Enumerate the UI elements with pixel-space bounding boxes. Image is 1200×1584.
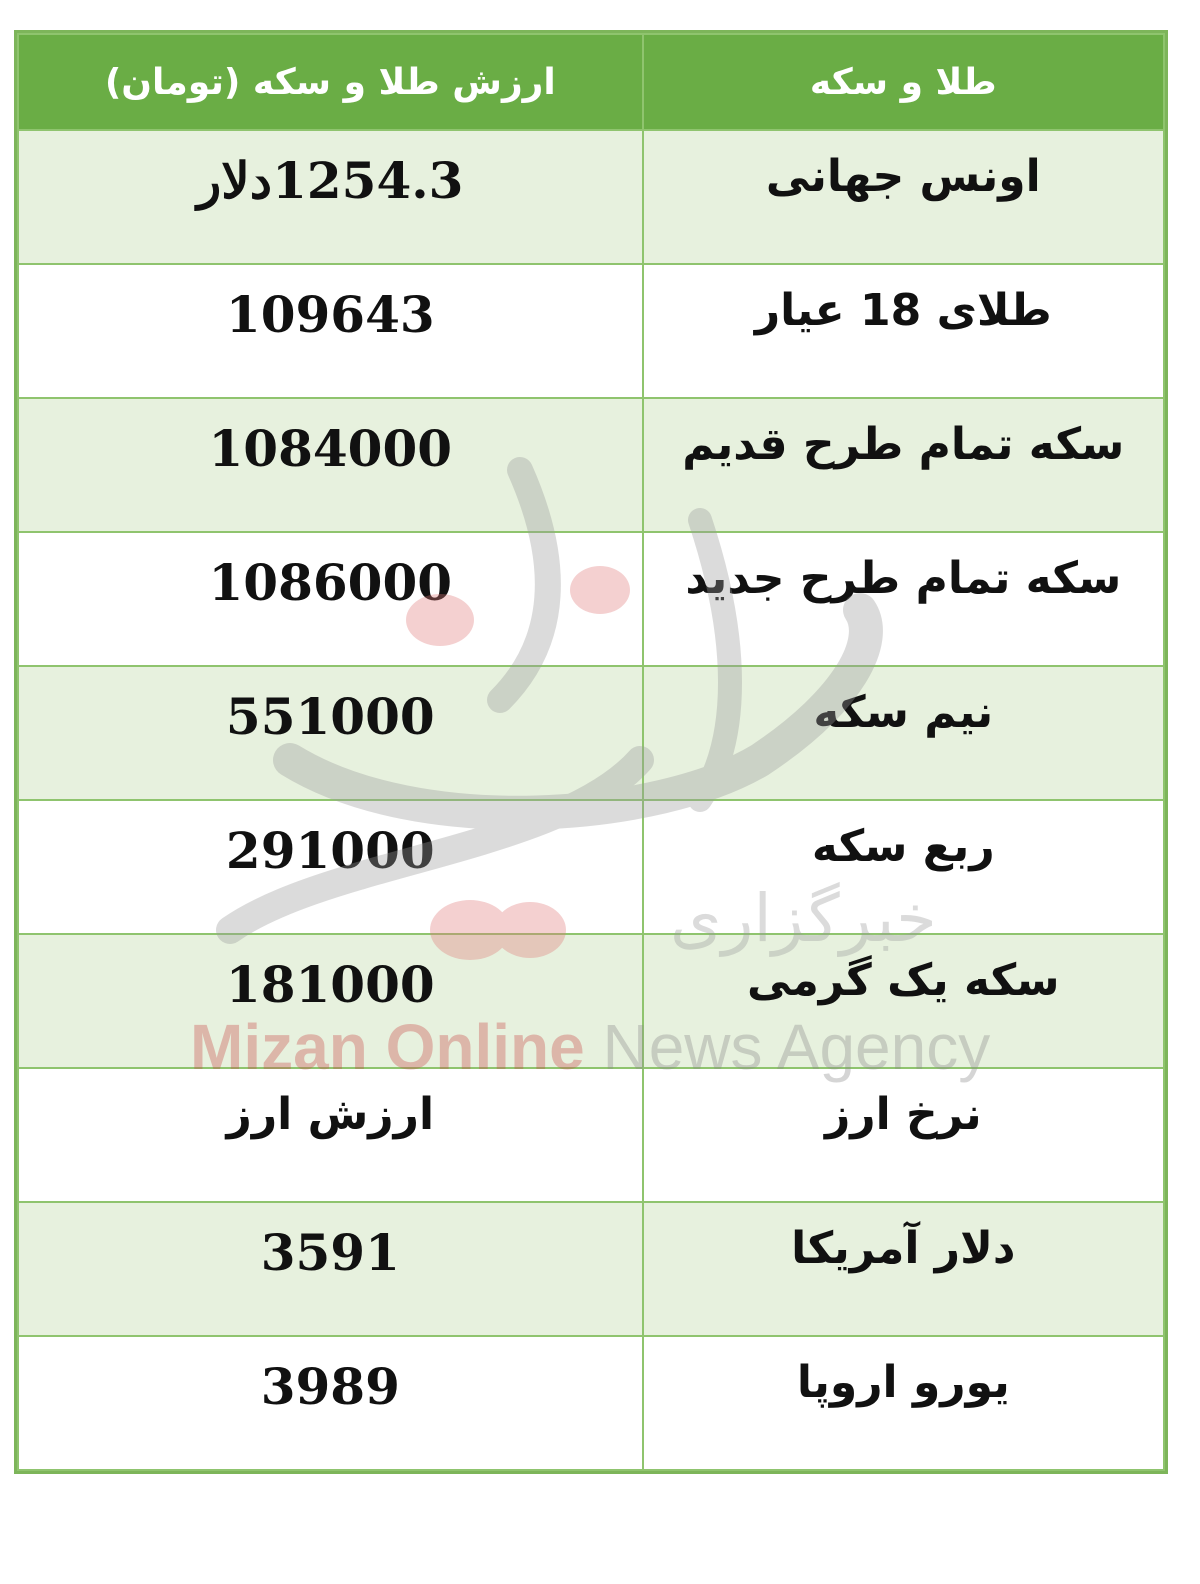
row-name: سکه تمام طرح قدیم bbox=[643, 398, 1164, 532]
row-value: ارزش ارز bbox=[18, 1068, 643, 1202]
row-value: 3591 bbox=[18, 1202, 643, 1336]
table-row bbox=[18, 532, 1164, 666]
row-value: 551000 bbox=[18, 666, 643, 800]
header-name: طلا و سکه bbox=[643, 34, 1164, 130]
gold-coin-price-table bbox=[17, 33, 1165, 1471]
price-table-container bbox=[14, 30, 1168, 1474]
row-name: دلار آمریکا bbox=[643, 1202, 1164, 1336]
table-row bbox=[18, 1068, 1164, 1202]
row-name: یورو اروپا bbox=[643, 1336, 1164, 1470]
row-value: 1086000 bbox=[18, 532, 643, 666]
row-value: 1254.3دلار bbox=[18, 130, 643, 264]
row-name: اونس جهانی bbox=[643, 130, 1164, 264]
table-row bbox=[18, 264, 1164, 398]
row-value: 291000 bbox=[18, 800, 643, 934]
table-row bbox=[18, 1336, 1164, 1470]
table-row bbox=[18, 934, 1164, 1068]
watermark-agency: News Agency bbox=[584, 1011, 991, 1083]
table-row bbox=[18, 130, 1164, 264]
row-value: 181000 bbox=[18, 934, 643, 1068]
row-name: نرخ ارز bbox=[643, 1068, 1164, 1202]
watermark-brand: Mizan Online bbox=[190, 1011, 585, 1083]
table-row bbox=[18, 398, 1164, 532]
row-name: سکه یک گرمی bbox=[643, 934, 1164, 1068]
watermark-persian-label: خبرگزاری bbox=[670, 880, 937, 957]
header-value: ارزش طلا و سکه (تومان) bbox=[18, 34, 643, 130]
row-value: 3989 bbox=[18, 1336, 643, 1470]
row-name: سکه تمام طرح جدید bbox=[643, 532, 1164, 666]
row-value: 1084000 bbox=[18, 398, 643, 532]
row-name: نیم سکه bbox=[643, 666, 1164, 800]
row-name: طلای 18 عیار bbox=[643, 264, 1164, 398]
row-name: ربع سکه bbox=[643, 800, 1164, 934]
row-value: 109643 bbox=[18, 264, 643, 398]
table-header-row bbox=[18, 34, 1164, 130]
table-row bbox=[18, 666, 1164, 800]
table-row bbox=[18, 800, 1164, 934]
table-row bbox=[18, 1202, 1164, 1336]
